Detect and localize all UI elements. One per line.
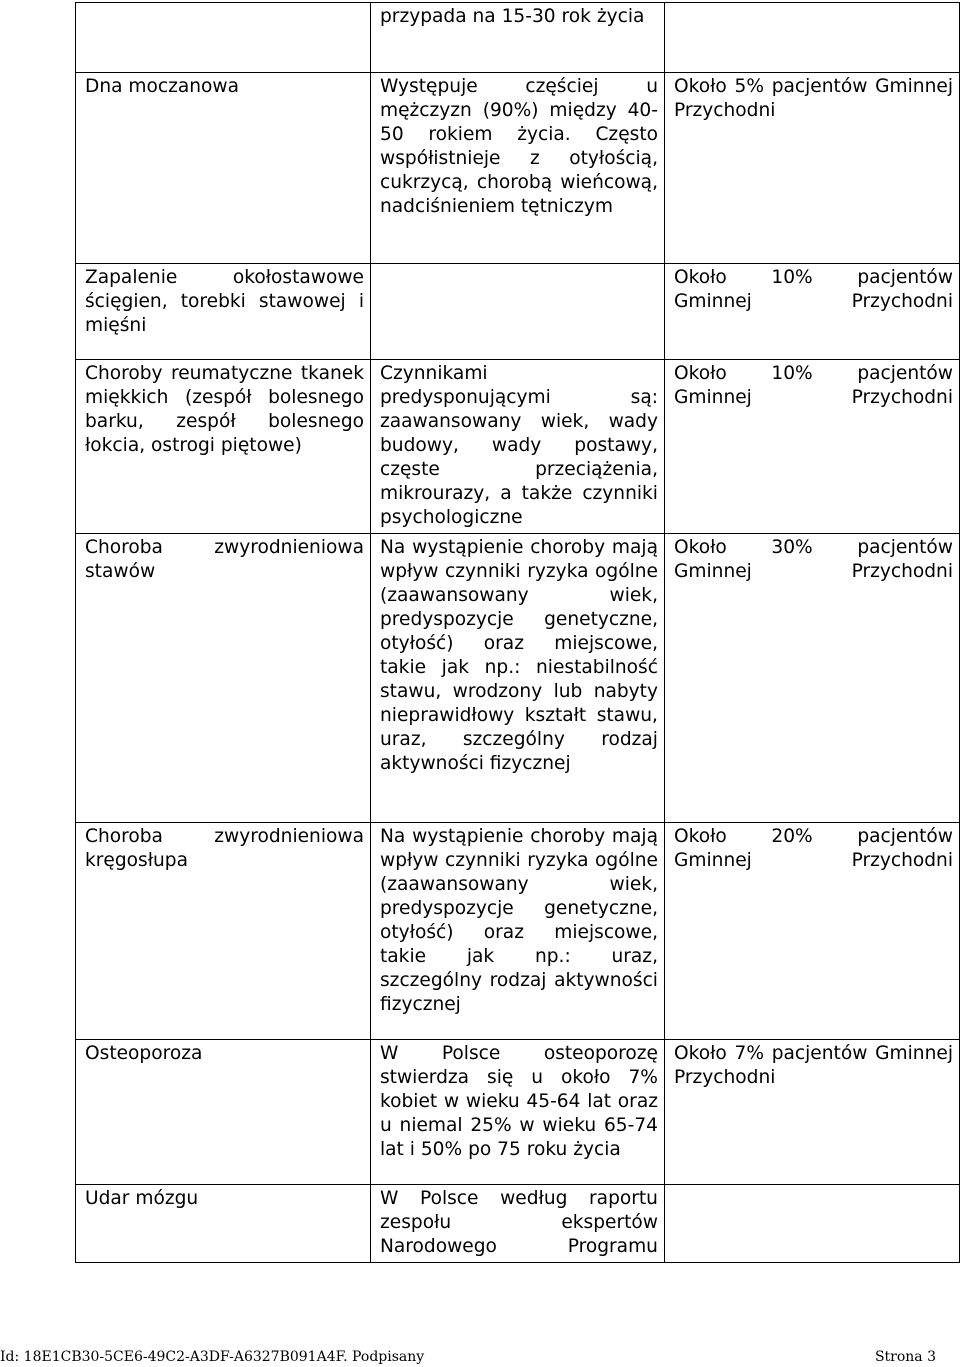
disease-cell	[76, 3, 371, 73]
disease-text: Choroby reumatyczne tkanek miękkich (zespół bolesnego barku, zespół bolesnego łokcia, ostrogi piętowe)	[85, 363, 364, 456]
prevalence-cell	[664, 823, 959, 1040]
factors-text: W Polsce według raportu zespołu ekspertów Narodowego Programu	[380, 1188, 658, 1257]
disease-cell: Dna moczanowa	[76, 73, 371, 264]
factors-cell	[371, 1040, 665, 1185]
prevalence-cell	[664, 534, 959, 823]
prevalence-cell	[664, 360, 959, 534]
table-row	[76, 360, 960, 534]
prevalence-cell	[664, 1040, 959, 1185]
factors-cell	[371, 360, 665, 534]
document-id: Id: 18E1CB30-5CE6-49C2-A3DF-A6327B091A4F. Podpisany	[0, 1349, 425, 1365]
page-footer	[0, 1347, 960, 1367]
factors-cell	[371, 73, 665, 264]
prevalence-text: Około 7% pacjentów Gminnej Przychodni	[673, 1043, 953, 1088]
table-row	[76, 534, 960, 823]
prevalence-cell	[664, 264, 959, 360]
disease-text: Osteoporoza	[85, 1043, 203, 1064]
disease-cell	[76, 1185, 371, 1263]
table-row	[76, 3, 960, 73]
disease-cell	[76, 823, 371, 1040]
prevalence-text: Około 5% pacjentów Gminnej Przychodni	[673, 76, 953, 121]
disease-cell	[76, 1040, 371, 1185]
factors-text: W Polsce osteoporozę stwierdza się u około 7% kobiet w wieku 45-64 lat oraz u niemal 25% w wieku 65-74 lat i 50% po 75 roku życia	[380, 1043, 658, 1160]
prevalence-text: Około 10% pacjentów Gminnej Przychodni	[673, 363, 953, 408]
prevalence-text: Około 30% pacjentów Gminnej Przychodni	[673, 537, 953, 582]
factors-cell	[371, 3, 665, 73]
table-row	[76, 823, 960, 1040]
disease-cell	[76, 264, 371, 360]
factors-cell	[371, 1185, 665, 1263]
disease-text: Udar mózgu	[85, 1188, 199, 1209]
factors-text: Występuje częściej u mężczyzn (90%) między 40-50 rokiem życia. Często współistnieje z otyłością, cukrzycą, chorobą wieńcową, nadciśnieniem tętniczym	[380, 76, 658, 217]
disease-table	[75, 2, 960, 1263]
prevalence-cell	[664, 3, 959, 73]
table-row	[76, 1040, 960, 1185]
prevalence-cell	[664, 1185, 959, 1263]
prevalence-cell	[664, 73, 959, 264]
disease-text: Choroba zwyrodnieniowa stawów	[85, 537, 364, 582]
page-number: Strona 3	[874, 1349, 936, 1365]
factors-cell	[371, 823, 665, 1040]
factors-text: Na wystąpienie choroby mają wpływ czynniki ryzyka ogólne (zaawansowany wiek, predyspozycje genetyczne, otyłość) oraz miejscowe, takie jak np.: uraz, szczególny rodzaj aktywności fizycznej	[380, 826, 658, 1015]
prevalence-text: Około 20% pacjentów Gminnej Przychodni	[673, 826, 953, 871]
prevalence-text: Około 10% pacjentów Gminnej Przychodni	[673, 267, 953, 312]
factors-text: Czynnikami predysponującymi są: zaawansowany wiek, wady budowy, wady postawy, częste przeciążenia, mikrourazy, a także czynniki psychologiczne	[380, 363, 658, 528]
factors-cell	[371, 534, 665, 823]
disease-cell	[76, 534, 371, 823]
factors-cell	[371, 264, 665, 360]
factors-text: Na wystąpienie choroby mają wpływ czynniki ryzyka ogólne (zaawansowany wiek, predyspozycje genetyczne, otyłość) oraz miejscowe, takie jak np.: niestabilność stawu, wrodzony lub nabyty nieprawidłowy kształt stawu, uraz, szczególny rodzaj aktywności fizycznej	[380, 537, 658, 774]
disease-text: Choroba zwyrodnieniowa kręgosłupa	[85, 826, 364, 871]
factors-text: przypada na 15-30 rok życia	[380, 6, 645, 27]
disease-text: Zapalenie okołostawowe ścięgien, torebki stawowej i mięśni	[85, 267, 364, 336]
table-row	[76, 1185, 960, 1263]
disease-cell	[76, 360, 371, 534]
table-row	[76, 73, 960, 264]
table-row	[76, 264, 960, 360]
